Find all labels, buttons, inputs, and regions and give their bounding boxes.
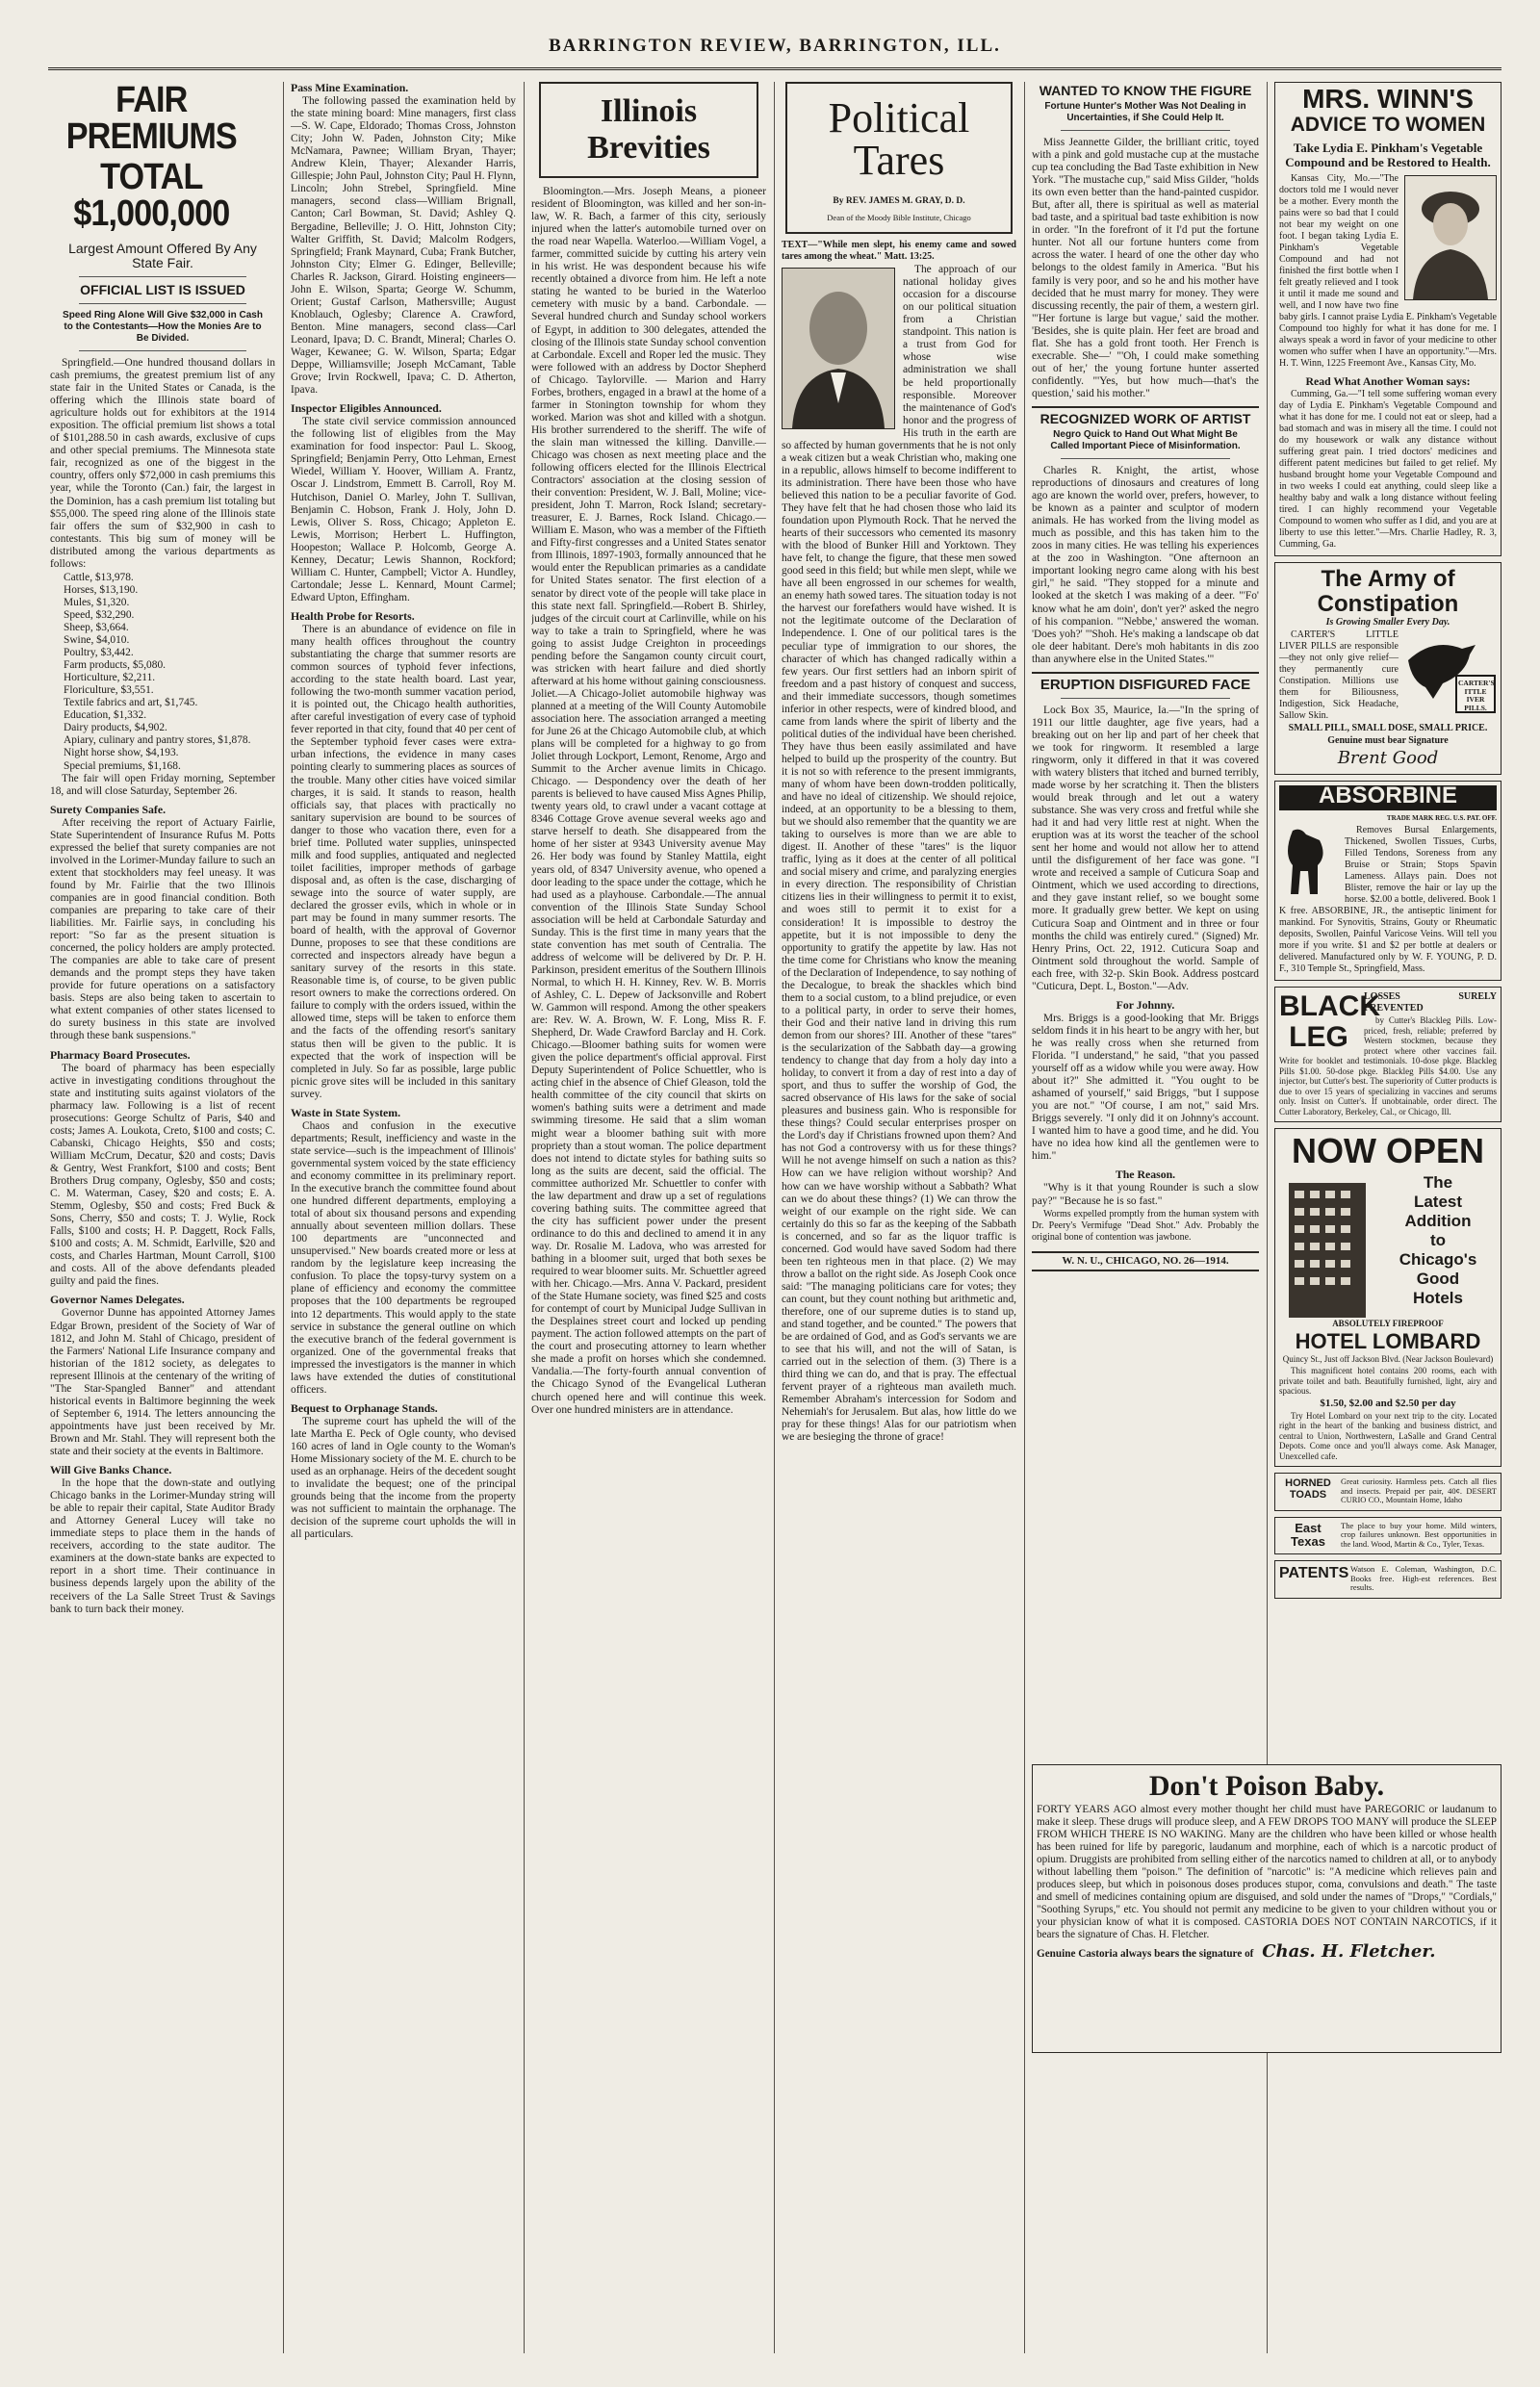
premium-list-item: Dairy products, $4,902. xyxy=(64,722,167,734)
deck: Fortune Hunter's Mother Was Not Dealing in Uncertainties, if She Could Help It. xyxy=(1044,101,1246,123)
scripture-text: TEXT—"While men slept, his enemy came and sowed tares among the wheat." Matt. 13:25. xyxy=(782,240,1016,263)
crow-illustration xyxy=(1404,631,1497,716)
hotel-deck-line: The xyxy=(1423,1173,1453,1193)
article-body: The fair will open Friday morning, September 18, and will close Saturday, September 26. xyxy=(50,772,275,797)
premium-list xyxy=(50,572,275,773)
subhead: Bequest to Orphanage Stands. xyxy=(291,1400,438,1415)
ad-title: HORNED TOADS xyxy=(1285,1477,1331,1502)
hotel-illustration xyxy=(1279,1173,1375,1318)
hotel-deck-line: Hotels xyxy=(1413,1289,1463,1308)
article-body: Chaos and confusion in the executive departments; Result, inefficiency and waste in the state service—such is the impeachment of Illinois' governmental system voiced by the state efficiency and economy committee in its preliminary report. In the executive branch the committee found about one hundred different departments, employing a total of about six thousand persons and expending annually about seventeen million dollars. These 100 departments are "unconnected and unsupervised." New boards created more or less at random by the legislature keep increasing the confusion. To place the topsy-turvy system on a plane of efficiency and economy the committee proposes that the 100 departments be regrouped into 12 departments. This would apply to the state service in substance the general outline on which the executive branch of the federal government is organized. One of the governmental freaks that impressed the investigators is the manner in which laws have extended the duties of constitutional officers. xyxy=(291,1119,516,1396)
ad-hotel-lombard xyxy=(1274,1128,1502,1467)
premium-list-item: Farm products, $5,080. xyxy=(64,659,166,672)
ad-body: FORTY YEARS AGO almost every mother thought her child must have PAREGORIC or laudanum to make it sleep. These drugs will produce sleep, and A FEW DROPS TOO MANY will produce the SLEEP FROM WHICH THERE IS NO WAKING. Many are the children who have been killed or whose health has been ruined for life by paregoric, laudanum and morphine, each of which is a narcotic product of opium. Druggists are prohibited from selling either of the narcotics named to children at all, or to anybody without labelling them "poison." The definition of "narcotic" is: "A medicine which relieves pain and produces sleep, but which in poisonous doses produces stupor, coma, convulsions and death." The taste and smell of medicines containing opium are disguised, and sold under the names of "Drops," "Cordials," "Soothing Syrups," etc. You should not permit any medicine to be given to your children without you or your physician know of what it is composed. CASTORIA DOES NOT CONTAIN NARCOTICS, if it bears the signature of Chas. H. Fletcher. xyxy=(1037,1804,1497,1940)
ad-title: BLACK xyxy=(1279,990,1380,1023)
subhead: The Reason. xyxy=(1115,1168,1176,1182)
divider xyxy=(79,350,246,351)
newspaper-page xyxy=(48,24,1502,2373)
article-headline: RECOGNIZED WORK OF ARTIST xyxy=(1040,410,1251,426)
hotel-rates: $1.50, $2.00 and $2.50 per day xyxy=(1320,1397,1456,1409)
tares-header-box xyxy=(785,82,1013,234)
ad-subhead: LOSSES SURELY PREVENTED xyxy=(1364,991,1497,1014)
subhead: For Johnny. xyxy=(1116,997,1175,1012)
article-headline: ERUPTION DISFIGURED FACE xyxy=(1040,676,1251,693)
deck: Negro Quick to Hand Out What Might Be Called Important Piece of Misinformation. xyxy=(1050,428,1241,451)
article-body: The supreme court has upheld the will of the late Martha E. Peck of Ogle county, who devised 160 acres of land in Ogle county to the Woman's Home Missionary society of the M. E. church to be used as an orphanage. Heirs of the decedent sought to invalidate the bequest; one of the principal grounds being that the income from the property was not sufficient to maintain the orphanage. The decision of the supreme court upholds the will in all particulars. xyxy=(291,1415,516,1541)
horse-icon xyxy=(1279,827,1339,898)
pill-box-label: CARTER'S ITTLE IVER PILLS. xyxy=(1458,679,1495,712)
article-headline: WANTED TO KNOW THE FIGURE xyxy=(1039,83,1252,98)
premium-list-item: Night horse show, $4,193. xyxy=(64,747,179,759)
divider xyxy=(1061,698,1230,699)
premium-list-item: Poultry, $3,442. xyxy=(64,647,134,659)
article-body: There is an abundance of evidence on file in many health offices throughout the country substantiating the charge that summer resorts are common sources of typhoid fever infections, according to the state health board. Last year, following the two-month summer vacation period, it is pointed out, the Chicago health authorities, after careful investigation of every case of typhoid fever reported in that city, found that 40 per cent of the September typhoid fever cases were extra-urban infections, the evidence in many cases pointing clearly to summering places as sources of the trouble. Many other cities have voiced similar charges, it is said. It stands to reason, health officials say, that places with practically no sanitary supervision are bound to be sources of danger to those who vacation there, even for a brief time. Polluted water supplies, uninspected milk and food supplies, antiquated and neglected toilet facilities, improper methods of garbage disposal and, as often is the case, discharging of sewage into the source of water supply, are declared the grosser evils, which in whole or in part may be found in many summer resorts. The board of health, with the approval of Governor Dunne, proposes to see that these conditions are corrected and inspectors already have begun a sanitary survey of the resorts in this state. Reasonable time is, of course, to be given public resort owners to make the corrections ordered. On failure to comply with the orders issued, within the allowed time, steps will be taken to enforce them and the facts of the offending resort's sanitary status then will be given to the public. It is expected that the work of inspection will be completed in July. So far as possible, large public picnic grove sites will be included in this sanitary survey. xyxy=(291,623,516,1100)
article-body: "Why is it that young Rounder is such a slow pay?" "Because he is so fast." xyxy=(1032,1182,1259,1207)
premium-list-item: Cattle, $13,978. xyxy=(64,571,134,583)
ad-body: Great curiosity. Harmless pets. Catch all flies and insects. Prepaid per pair, 40¢. DESERT CURIO CO., Mountain Home, Idaho xyxy=(1341,1476,1497,1505)
ad-horned-toads xyxy=(1274,1473,1502,1511)
ad-carters xyxy=(1274,562,1502,775)
hotel-address: Quincy St., Just off Jackson Blvd. (Near Jackson Boulevard) xyxy=(1282,1354,1494,1365)
ad-blackleg xyxy=(1274,987,1502,1122)
premium-list-item: Education, $1,332. xyxy=(64,709,147,722)
ad-body: Watson E. Coleman, Washington, D.C. Books free. High-est references. Best results. xyxy=(1350,1564,1497,1593)
hotel-deck-line: Addition xyxy=(1404,1212,1472,1231)
article-body: The state civil service commission announced the following list of eligibles from the May examination for food inspector: Paul L. Skoog, Springfield; Benjamin Perry, Otto Lehman, Ernest Wiedel, William Y. Hoover, William A. Frantz, Oscar J. Lindstrom, Emmett B. Carroll, Roy M. Hutchison, Daniel O. Marley, John T. Sullivan, Benjamin C. Hobson, Frank J. Holy, John D. Lewis, Oliver S. Ross, Chicago; Appleton E. Lewis, Morrison; Herbert L. Huffington, Hoopeston; Wallace P. Holcomb, George A. Kenney, Decatur; Lewis Shannon, Rockford; William C. Hunter, Campbell; Victor A. Hundley, Cartondale; Jesse L. Kennard, Mount Carmel; Edward Upton, Effingham. xyxy=(291,416,516,603)
horse-illustration xyxy=(1279,827,1339,898)
divider xyxy=(79,276,246,277)
column-1 xyxy=(50,82,275,2353)
ad-title: LEG xyxy=(1289,1021,1348,1054)
article-body: After receiving the report of Actuary Fairlie, State Superintendent of Insurance Rufus M. Potts expressed the belief that surety companies are not involved in the Lorimer-Munday failure to such an extent that stockholders may feel uneasy. It was found by Mr. Fairlie that the two Illinois companies are in good financial condition. Both companies are preparing to take care of their liabilities. Mr. Fairlie says, in concluding his report: "So far as the present situation is concerned, the policy holders are amply protected. The companies are able to take care of present demands and the prompt steps they have taken provide for future operations on a satisfactory basis. Steps are also being taken to ascertain to what extent companies of other states licensed to do surety business in this state are involved through these bank suspensions." xyxy=(50,816,275,1042)
premium-list-item: Textile fabrics and art, $1,745. xyxy=(64,697,198,709)
ad-title: East Texas xyxy=(1291,1520,1325,1549)
divider xyxy=(1061,130,1230,131)
article-body: Mrs. Briggs is a good-looking that Mr. Briggs seldom finds it in his heart to be angry with her, but he was really cross when she returned from Florida. "I understand," he said, "that you passed yourself off as a widow while you were away. How about it?" She admitted it. "You ought to be ashamed of yourself," said Briggs, "but I suppose you are not." "Of course, I am not," said Mrs. Briggs severely. "I only did it on Johnny's account. I wanted him to have a good time, and he did. You have no idea how kind all the gentlemen were to him." xyxy=(1032,1012,1259,1163)
ad-deck: Take Lydia E. Pinkham's Vegetable Compound and be Restored to Health. xyxy=(1285,141,1491,169)
ad-pinkham xyxy=(1274,82,1502,556)
premium-list-item: Horticulture, $2,211. xyxy=(64,672,156,684)
premium-list-item: Mules, $1,320. xyxy=(64,596,130,608)
tares-title-2: Tares xyxy=(853,137,945,184)
trademark: TRADE MARK REG. U.S. PAT. OFF. xyxy=(1386,814,1497,823)
subhead: Pharmacy Board Prosecutes. xyxy=(50,1047,191,1062)
premium-list-item: Swine, $4,010. xyxy=(64,634,130,647)
brevities-title-2: Brevities xyxy=(587,130,710,166)
hotel-name: HOTEL LOMBARD xyxy=(1295,1329,1481,1354)
ad-foot: SMALL PILL, SMALL DOSE, SMALL PRICE. xyxy=(1288,723,1488,734)
article-body: Springfield.—One hundred thousand dollars in cash premiums, the greatest premium list of any state fair in the United States or Canada, is the offering which the Illinois state board of agriculture holds out for exhibitors at the 1914 exposition. The official premium list shows a total of $101,288.50 in cash awards, exclusive of cups and other special premiums. The Minnesota state fair, recognized as one of the biggest in the country, offers only $72,000 in cash premiums this year, while the Toronto (Can.) fair, the largest in the Dominion, has a cash premium list totaling but $55,000. The speed ring alone of the Illinois state fair offers the sum of $32,900 in cash to contestants. This big sum of money will be distributed among the various departments as follows: xyxy=(50,357,275,570)
headline-line-2: TOTAL $1,000,000 xyxy=(73,157,230,234)
portrait-image xyxy=(783,269,894,428)
ad-title: The Army of xyxy=(1321,566,1455,593)
premium-list-item: Apiary, culinary and pantry stores, $1,878. xyxy=(64,734,251,747)
subhead: Will Give Banks Chance. xyxy=(50,1463,172,1477)
ad-body: The place to buy your home. Mild winters, crop failures unknown. Best opportunities in the land. Wood, Martin & Co., Tyler, Texas. xyxy=(1341,1520,1497,1549)
subhead: Surety Companies Safe. xyxy=(50,802,167,816)
ad-body: by Cutter's Blackleg Pills. Low-priced, fresh, reliable; preferred by Western stockmen, because they protect where other vaccines fail. Write for booklet and testimonials. 10-dose pkge. Blackleg Pills $1.00. 50-dose pkge. Blackleg Pills $4.00. Use any injector, but Cutter's best. The superiority of Cutter products is due to over 15 years of specializing in vaccines and serums only. Insist on Cutter's. If unobtainable, order direct. The Cutter Laboratory, Berkeley, Cal., or Chicago, Ill. xyxy=(1279,1015,1497,1116)
ad-castoria xyxy=(1032,1764,1502,2053)
brevities-header-box xyxy=(539,82,758,178)
premium-list-item: Special premiums, $1,168. xyxy=(64,759,181,772)
column-rule xyxy=(1024,82,1025,2353)
ad-title: PATENTS xyxy=(1279,1565,1349,1582)
ad-subhead: Read What Another Woman says: xyxy=(1305,374,1471,388)
signature: Chas. H. Fletcher. xyxy=(1262,1941,1436,1962)
article-body: Governor Dunne has appointed Attorney James Edgar Brown, president of the Society of War of 1812, and John M. Stahl of Chicago, president of the Farmers' National Life Insurance company and historian of the 1812 society, as delegates to represent Illinois at the centenary of the writing of "The Star-Spangled Banner" and attendant historical events in Baltimore beginning the week of September 6, 1914. The letters announcing the appointments have just been received by Mr. Brown and Mr. Stahl. They will represent both the state and their society at the events in Baltimore. xyxy=(50,1307,275,1457)
ad-body: Kansas City, Mo.—"The doctors told me I would never be a mother. Every month the pains were so bad that I could not bear my weight on one foot. I began taking Lydia E. Pinkham's Vegetable Compound and had not finished the first bottle when I felt greatly relieved and I took it until it made me sound and well, and I now have two fine baby girls. I cannot praise Lydia E. Pinkham's Vegetable Compound too highly for what it has done for me. I always speak a word in favor of your medicine to other women who suffer when I have an opportunity."—Mrs. H. T. Winn, 1225 Freemont Ave., Kansas City, Mo. xyxy=(1279,173,1497,369)
ad-body: Removes Bursal Enlargements, Thickened, Swollen Tissues, Curbs, Filled Tendons, Soreness from any Bruise or Strain; Stops Spavin Lameness. Allays pain. Does not Blister, remove the hair or lay up the horse. $2.00 a bottle, delivered. Book 1 K free. ABSORBINE, JR., the antiseptic liniment for mankind. For Synovitis, Strains, Gouty or Rheumatic deposits, Swollen, Painful Varicose Veins. Will tell you more if you write. $1 and $2 per bottle at dealers or delivered. Manufactured only by W. F. YOUNG, P. D. F., 310 Temple St., Springfield, Mass. xyxy=(1279,825,1497,975)
portrait-image xyxy=(1405,176,1496,299)
article-body: The board of pharmacy has been especially active in investigating conditions throughout the state and instituting suits against violators of the pharmacy law. Following is a list of recent prosecutions: George Schultz of Paris, $40 and costs; James A. Loukota, Creto, $100 and costs; C. Cabanski, Chicago Heights, $50 and costs; William McCrum, Decatur, $20 and costs; Davis & Gentry, West Frankfort, $100 and costs; Bent Brothers Drug company, Oglesby, $50 and costs; C. M. Waterman, Casey, $20 and costs; E. A. Stemm, Oglesby, $50 and costs; Fred Buck & Sons, Cherry, $50 and costs; T. J. Wylie, Rock Falls, $100 and costs; H. P. Daggett, Rock Falls, $100 and costs; A. M. Schmidt, Earlville, $20 and costs, and Charles Hartman, Mount Carroll, $100 and costs. All of the above defendants pleaded guilty and paid the fines. xyxy=(50,1062,275,1288)
column-rule xyxy=(283,82,284,2353)
brevities-title-1: Illinois xyxy=(600,93,698,129)
byline: By REV. JAMES M. GRAY, D. D. xyxy=(833,196,965,206)
article-body: Miss Jeannette Gilder, the brilliant critic, toyed with a pink and gold mustache cup at the mustache cup tea concluding the Bad Taste exhibition in New York. "The mustache cup," said Miss Gilder, "holds its own even better than the hand-painted cuspidor. But, after all, there is spiritual as well as material bad taste, and a spiritual bad taste exhibition is now in order. "In the forefront of it I'd put the fortune hunter. Not all our fortune hunters come from across the water. I heard of one the other day who belongs to the oldest family in America. "But his family is very poor, and so he and his mother have decided that he must marry for money. They were discussing recently, the pair of them, a western girl. "'Her fortune is large but vague,' said the mother. 'Besides, she is quite plain. Her feet are broad and flat. She has a gold front tooth. Her French is execrable. She—' "'Oh, I could make something out of her,' the young fortune hunter asserted confidently. "'Yes, but how much—that's the question,' said his mother." xyxy=(1032,137,1259,399)
masthead-title: BARRINGTON REVIEW, BARRINGTON, ILL. xyxy=(549,36,1001,56)
ad-patents xyxy=(1274,1560,1502,1599)
hotel-deck-line: Latest xyxy=(1413,1193,1463,1212)
subhead: Inspector Eligibles Announced. xyxy=(291,401,442,416)
premium-list-item: Speed, $32,290. xyxy=(64,608,135,621)
column-3 xyxy=(531,82,766,2353)
article-body: The approach of our national holiday gives occasion for a discourse on our political situation from a Christian standpoint. This nation is a trust from God for whose wise administration we shall be held proportionally responsible. Moreover the maintenance of God's honor and the progress of His truth in the earth are so affected by human governments that he is not only a weak citizen but a weak Christian who, making one in a republic, allows himself to become indifferent to its administration. There have been those who have believed this nation to be a peculiar favorite of God. They have felt that he had chosen those who laid its foundation upon Plymouth Rock. That he nerved the hearts of their successors who cemented its masonry with the blood of Bunker Hill and Yorktown. They have felt, to change the figure, that these men sowed good seed in this field; but while men slept, while we have all been engrossed in our schemes for wealth, an enemy hath sowed tares. The situation today is not the harvest our forefathers would have wished. It is not the legitimate outcome of the Declaration of Independence. I. One of our political tares is the peculiar type of immigration to our shores, the character of which has changed radically within a few years. Our first settlers had an inborn spirit of freedom and a past history of conquest and success, and their immediate successors, though sometimes inferior in other respects, were of kindred blood, and came from lands where the spirit of liberty and the political duties of the individual have been cherished. They have thus been easily assimilated and have helped to build up the prosperity of the country. But it is not so with reference to the present immigrants, many of whom have been down-trodden politically, and have no ideal of citizenship. We should rejoice, indeed, at an opportunity to be a blessing to them, but we should also remember that the quantity we are taking to ourselves is more than we are able to digest. II. Another of these "tares" is the liquor traffic, lying as it does at the center of all political and social misery and crime, and paralyzing energies in every direction. The responsibility of Christian citizens lies in their willingness to permit it to exist, and woes still to permit it to exist for a consideration! It is impossible to destroy the appetite, but it is not impossible to deny the opportunity to gratify the appetite by law. Has not the time come for Christians who know the meaning of the Declaration of Independence, to say nothing of the Decalogue, to break the shackles which bind them to a social custom, to a blind prejudice, or even to a political party, in order to serve their homes, their God and their native land in driving this rum demon from our shores? III. Another of these "tares" is the secularization of the Sabbath day—a growing tendency to change that day from a holy day into a holiday, to convert it from a day of rest into a day of sport, and thus to suffer the worship of God, the sacred observance of His laws for the sake of social pleasures and business gain. Who is responsible for these things? Could secular enterprises prosper on the Lord's day if Christians frowned upon them? And has not God a controversy with us for these things? Will he not avenge himself on such a nation as this? How can we have religion without worship? And how can we have worship without a Sabbath? What can we do about these things? (1) We can throw the weight of our example on the right side. We can certainly do this so far as the keeping of the Sabbath is concerned, and so far as the liquor traffic is concerned. God would have saved Sodom had there been ten righteous men in that place. (2) We may throw a ballot on the right side. As Joseph Cook once said: "The managing politicians care for votes; they can count, but they count nothing but arithmetic and, therefore, one of our supreme duties is to stand up, and stand together, and be counted." The powers that be are ordained of God, and as God's servants we are to see that his will, and not the will of Satan, is carried out in the selection of them. (3) There is a third thing we can do, and that is pray. The effectual fervent prayer of a righteous man availeth much. Remember Abraham's intercession for Sodom and Nehemiah's for Jerusalem. But alas, how little do we pray for these things! Alas for our patriotism when we are besieging the throne of grace! xyxy=(782,264,1016,1444)
ad-title: ABSORBINE xyxy=(1318,783,1457,809)
ad-absorbine xyxy=(1274,781,1502,981)
ad-foot xyxy=(1037,1941,1497,1962)
divider xyxy=(1061,458,1230,459)
article-body: Lock Box 35, Maurice, Ia.—"In the spring of 1911 our little daughter, age five years, had a breaking out on her lip and part of her cheek that we took for ringworm. It resembled a large ringworm, only it differed in that it was covered with watery blisters that itched and burned terribly, made worse by her scratching it. Then the blisters would break through and let out a watery substance. She was very cross and fretful while she had it and had very little rest at night. When the eruption was at its worst the teacher of the school sent her home and would not allow her to attend until the disfigurement of her face was gone. "I wrote and received a sample of Cuticura Soap and Ointment, which we used according to directions, and they gave instant relief, so we bought some more. It gradually grew better. We kept on using Cuticura Soap and Ointment and in three or four months the child was entirely cured." (Signed) Mr. Henry Prins, Oct. 22, 1912. Cuticura Soap and Ointment sold throughout the world. Sample of each free, with 32-p. Skin Book. Address postcard "Cuticura, Dept. L, Boston."—Adv. xyxy=(1032,704,1259,992)
masthead xyxy=(48,36,1502,70)
premium-list-item: Floriculture, $3,551. xyxy=(64,684,154,697)
subhead: Pass Mine Examination. xyxy=(291,82,409,94)
column-2 xyxy=(291,82,516,2353)
hotel-deck-line: Chicago's xyxy=(1399,1250,1477,1270)
ad-title-banner xyxy=(1279,785,1497,810)
deck: Largest Amount Offered By Any State Fair. xyxy=(68,241,257,270)
author-portrait xyxy=(782,268,895,429)
ad-east-texas xyxy=(1274,1517,1502,1555)
article-body: Worms expelled promptly from the human system with Dr. Peery's Vermifuge "Dead Shot." Adv. Probably the original bone of contention was jawbone. xyxy=(1032,1208,1259,1243)
article-body: Charles R. Knight, the artist, whose reproductions of dinosaurs and creatures of long ago are known the world over, prefers, however, to be known as a painter and sculptor of modern animals. He has worked from the living model as much as possible, and this has taken him to the zoos in many cities. He was telling his experiences at the zoo in Washington. "One afternoon an important looking negro came along with his best girl," he said. "They stopped for a minute and looked at the sketch I was making of a deer. "'Fo' know what he am doin', don't yer?' asked the negro of his companion. "'Nebbe,' answered the woman. 'Does yoh?' "'Shoh. He's making a landscape ob dat ole deer habitant. Dere's moh habitants in dis zoo than anywhere else in the United States.'" xyxy=(1032,464,1259,665)
deck-3: Speed Ring Alone Will Give $32,000 in Cash to the Contestants—How the Monies Are to Be Divided. xyxy=(63,310,263,344)
ad-foot-text: Genuine Castoria always bears the signature of xyxy=(1037,1948,1254,1960)
ad-body: CARTER'S LITTLE LIVER PILLS are responsible—they not only give relief—they permanently cure Constipation. Millions use them for Biliousness, Indigestion, Sick Headache, Sallow Skin. xyxy=(1279,629,1399,722)
column-4 xyxy=(782,82,1016,2353)
column-rule xyxy=(524,82,525,2353)
ad-body: Try Hotel Lombard on your next trip to the city. Located right in the heart of the banking and business district, and central to Union, Northwestern, LaSalle and Grand Central Depots. Come once and you'll always come. Ask Manager, Unexcelled cafe. xyxy=(1279,1410,1497,1461)
headline-line-1: FAIR PREMIUMS xyxy=(65,82,237,157)
column-rule xyxy=(774,82,775,2353)
premium-list-item: Sheep, $3,664. xyxy=(64,621,129,633)
hotel-deck xyxy=(1379,1173,1497,1318)
article-body: The following passed the examination held by the state mining board: Mine managers, first class—S. W. Cape, Eldorado; Thomas Cross, Johnston City; John W. Paden, Johnston City; Mike McNamara, Pawnee; William Bryan, Thayer; Andrew Klein, Thayer; Alexander Harris, Gillespie; John Paul, Johnston City; Paul H. Flynn, Lincoln; John Strebel, Springfield. Mine managers, second class—William Brignall, Canton; Carl Bowman, St. David; Ashley Q. Bergadine, Belleville; J. O. Hitt, Johnston City; Walter Griffith, St. David; Malcolm Rodgers, Springfield; Frank Maynard, Cuba; Frank Butcher, Johnston City; Elmer G. Edinger, Belleville; Charles R. Jackson, Girard. Hoisting engineers—John E. Wilson, Sparta; George W. Schumm, Orient; Gustaf Carlson, Mathersville; August Knoblauch, Oglesby; Clarence A. Crawford, Benton. Mine managers, second class—Carl Leonard, Ipava; D. C. Brandt, Mineral; Charles O. Wager, Kewanee; G. W. Wilson, Sparta; Edgar Deppe, Williamsville; Joseph McCamant, Table Grove; Irvin Rockwell, Ipava; C. D. Atherton, Ipava. xyxy=(291,95,516,397)
woman-portrait xyxy=(1404,175,1497,300)
column-6-ads xyxy=(1274,82,1502,1737)
signature: Brent Good xyxy=(1337,748,1439,769)
byline-sub: Dean of the Moody Bible Institute, Chicago xyxy=(827,213,971,223)
hotel-deck-line: Good xyxy=(1416,1270,1460,1289)
subhead: Waste in State System. xyxy=(291,1105,401,1119)
ad-title: MRS. WINN'S xyxy=(1302,84,1474,114)
ad-subhead: Is Growing Smaller Every Day. xyxy=(1325,617,1450,629)
fireproof-label: ABSOLUTELY FIREPROOF xyxy=(1332,1319,1444,1329)
subhead: Governor Names Delegates. xyxy=(50,1293,185,1307)
hotel-deck-line: to xyxy=(1429,1231,1447,1250)
divider xyxy=(1032,406,1259,408)
premium-list-item: Horses, $13,190. xyxy=(64,583,139,596)
ad-title: Constipation xyxy=(1317,591,1459,618)
ad-title: ADVICE TO WOMEN xyxy=(1290,114,1486,136)
blackleg-title xyxy=(1279,990,1380,1054)
tares-title-1: Political xyxy=(828,94,970,141)
subhead: Health Probe for Resorts. xyxy=(291,608,415,623)
article-body: In the hope that the down-state and outlying Chicago banks in the Lorimer-Munday string will be able to repair their capital, State Auditor Brady and Attorney General Lucey will take no immediate steps to place them in the hands of receivers, according to the state auditor. The examiners at the down-state banks are expected to report in a short time. Their continuance in business depends largely upon the ability of the receivers of the La Salle Street Trust & Savings bank to turn back their money. xyxy=(50,1477,275,1615)
article-body: Bloomington.—Mrs. Joseph Means, a pioneer resident of Bloomington, was killed and her son-in-law, W. R. Bach, a farmer of this city, seriously injured when the latter's automobile turned over on the road near Wapella. Waterloo.—William Vogel, a farmer, committed suicide by cutting his artery vein in his wrist. He was despondent because his wife recently obtained a divorce from him. He left a note stating he wanted to be buried in the Waterloo cemetery with music by a band. Carbondale. — Several hundred church and Sunday school workers of Egypt, in addition to 300 delegates, attended the closing of the Illinois state Sunday school convention at Carbondale. Excell and Roper led the music. They were followed with an address by Doctor Shepherd of Chicago. Taylorville. — Marion and Harry Forbes, brothers, engaged in a brawl at the home of a farmer in Stonington township for whom they worked. Marion was shot and killed with a shotgun. His brother surrendered to the sheriff. The wife of the slain man witnessed the killing. Danville.—Chicago was chosen as next meeting place and the following officers elected for the Illinois Electrical Contractors' association at the closing session of their convention: President, W. J. Ball, Moline; vice-president, John T. Marron, Rock Island; secretary-treasurer, E. J. Barnes, Rock Island. Chicago.—William E. Mason, who was a member of the Fiftieth and Fifty-first congresses and a United States senator from Illinois, 1897-1903, formally announced that he would enter the Republican primaries as a candidate for United States senator. The first election of a senator by direct vote of the people will take place in this state next fall. Springfield.—Robert B. Shirley, judges of the circuit court at Carlinville, while on his way to take a train to Springfield, where he was going to assist Judge Creighton in proceedings pending before the Sangamon county circuit court, was stricken with heart failure and died shortly afterward at his home without gaining consciousness. Joliet.—A Chicago-Joliet automobile highway was planned at a meeting of the Will County Automobile association here. The association arranged a meeting for June 26 at the Chicago Automobile club, at which plans will be completed for a highway to go from Joliet through Lockport, Lemont, Renome, Argo and Summit to the Archer avenue limits in Chicago. Chicago. — Despondency over the death of her parents is believed to have caused Miss Agnes Philip, twenty years old, to crawl under a vacant cottage at 8346 Cottage Grove avenue several weeks ago and starve herself to death. She disappeared from the home of her sister at 9343 University avenue May 26. Her body was found by Stanley Mattila, eight years old, of 8347 University avenue, who opened a door leading to the space under the cottage, which he had used as a playhouse. Carbondale.—The annual convention of the Illinois State Sunday School association will be held at Carbondale Saturday and Sunday. This is the first time in many years that the state convention has met south of Centralia. The address of welcome will be delivered by Dr. P. H. Parkinson, president emeritus of the Southern Illinois Normal, to which H. H. Kinney, Rev. W. B. Morris of Ashley, C. L. Depew of Jacksonville and Robert W. Gammon will respond. Among the other speakers are: Rev. W. A. Brown, W. F. Long, Miss R. F. Shepherd, Dr. Wade Crawford Barclay and H. Cork. Chicago.—Bloomer bathing suits for women were given the police department's official approval. First Deputy Superintendent of Police Schuettler, who is acting chief in the absence of Chief Gleason, told the health committee of the city council that skirts on women's bathing suits were a detriment and made swimming tiresome. He said that a slim woman might wear a bloomer bathing suit with more propriety than a stout woman. The police department does not intend to dictate styles for bathing suits so long as the suits are decent, said the official. The committee authorized Mr. Schuettler to confer with the law department and draw up a set of regulations covering bathing suits. The committee agreed that the city has sufficient power under the present ordinance to do this and declined to amend it in any way. Dr. Rosalie M. Ladova, who was arrested for bathing in a bloomer suit, urged that both sexes be required to wear bloomer suits. Mr. Schuettler agreed with her. Chicago.—Mrs. Anna V. Packard, president of the State Humane society, was fined $25 and costs for contempt of court by Municipal Judge Sullivan in the Desplaines street court and locked up pending payment. The action followed attempts on the part of the court and prosecuting attorney to learn whether she made a profit on horses which she condemned. Vandalia.—The forty-fourth annual convention of the Chicago Synod of the Evangelical Lutheran church opened here and will continue this week. Over one hundred ministers are in attendance. xyxy=(531,186,766,1416)
ad-title: Don't Poison Baby. xyxy=(1148,1770,1385,1802)
ad-foot: Genuine must bear Signature xyxy=(1327,735,1449,747)
ad-title: NOW OPEN xyxy=(1291,1131,1484,1171)
ad-body: Cumming, Ga.—"I tell some suffering woman every day of Lydia E. Pinkham's Vegetable Compound and what it has done for me. I could not eat or sleep, had a bad stomach and was in misery all the time. I could not do my housework or walk any distance without suffering great pain. I tried doctors' medicines and different patent medicines but failed to get relief. My husband brought home your Vegetable Compound and in two weeks I could eat anything, could sleep like a healthy baby and walk a long distance without feeling tired. I can highly recommend your Vegetable Compound to women who suffer as I did, and you are at liberty to use this letter."—Mrs. Charlie Hadley, R. 3, Cumming, Ga. xyxy=(1279,389,1497,551)
divider xyxy=(1032,672,1259,674)
deck-2: OFFICIAL LIST IS ISSUED xyxy=(80,282,245,297)
ad-body: This magnificent hotel contains 200 rooms, each with private toilet and bath. Beautifully furnished, light, airy and spacious. xyxy=(1279,1366,1497,1397)
hotel-building-icon xyxy=(1279,1173,1375,1318)
publisher-footer: W. N. U., CHICAGO, NO. 26—1914. xyxy=(1032,1251,1259,1271)
divider xyxy=(79,303,246,304)
